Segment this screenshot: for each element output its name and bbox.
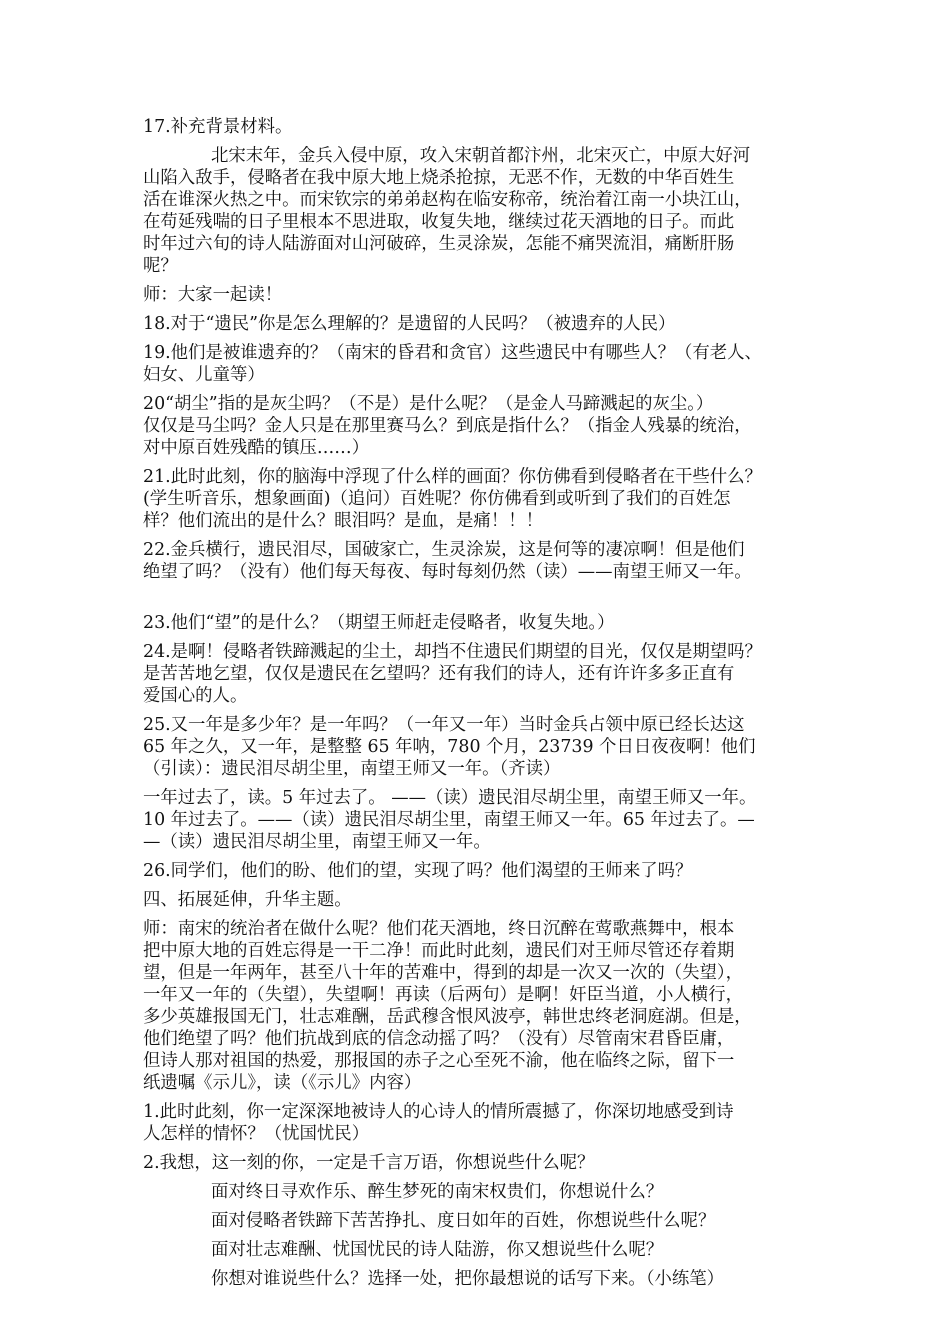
text-line: 师：大家一起读！: [143, 285, 283, 305]
paragraph-p20: [143, 393, 823, 459]
text-line: 望，但是一年两年，甚至八十年的苦难中，得到的却是一次又一次的（失望），: [143, 963, 743, 983]
document-page: [143, 116, 823, 1297]
text-line: 18.对于“遗民”你是怎么理解的？是遗留的人民吗？（被遗弃的人民）: [143, 314, 676, 334]
text-line: 10 年过去了。——（读）遗民泪尽胡尘里，南望王师又一年。65 年过去了。—: [143, 810, 755, 830]
text-line: 2.我想，这一刻的你，一定是千言万语，你想说些什么呢？: [143, 1153, 595, 1173]
paragraph-p25b: [143, 787, 823, 853]
text-line: 把中原大地的百姓忘得是一干二净！而此时此刻，遗民们对王师尽管还存着期: [143, 941, 735, 961]
text-line: 一年又一年的（失望），失望啊！再读（后两句）是啊！奸臣当道，小人横行，: [143, 985, 743, 1005]
text-line: 多少英雄报国无门，壮志难酬，岳武穆含恨风波亭，韩世忠终老洞庭湖。但是，: [143, 1007, 752, 1027]
paragraph-q1: [143, 1101, 823, 1145]
paragraph-t1: [143, 284, 823, 306]
text-line: 呢？: [143, 256, 178, 276]
text-line: 但诗人那对祖国的热爱，那报国的赤子之心至死不渝，他在临终之际，留下一: [143, 1051, 735, 1071]
text-line: （引读）：遗民泪尽胡尘里，南望王师又一年。（齐读）: [143, 759, 561, 779]
text-line: 北宋末年，金兵入侵中原，攻入宋朝首都汴州，北宋灭亡，中原大好河: [211, 146, 751, 166]
text-line: 19.他们是被谁遗弃的？（南宋的昏君和贪官）这些遗民中有哪些人？（有老人、: [143, 343, 762, 363]
text-line: 一年过去了，读。5 年过去了。 ——（读）遗民泪尽胡尘里，南望王师又一年。: [143, 788, 757, 808]
text-line: 绝望了吗？（没有）他们每天每夜、每时每刻仍然（读）——南望王师又一年。: [143, 562, 752, 582]
text-line: 纸遗嘱《示儿》，读（《示儿》内容）: [143, 1073, 422, 1093]
paragraph-q2b: [143, 1210, 823, 1232]
text-line: 面对侵略者铁蹄下苦苦挣扎、度日如年的百姓，你想说些什么呢？: [211, 1211, 716, 1231]
text-line: 25.又一年是多少年？是一年吗？（一年又一年）当时金兵占领中原已经长达这: [143, 715, 745, 735]
text-line: 在苟延残喘的日子里根本不思进取，收复失地，继续过花天酒地的日子。而此: [143, 212, 735, 232]
paragraph-q2: [143, 1152, 823, 1174]
paragraph-t2: [143, 918, 823, 1094]
text-line: 21.此时此刻，你的脑海中浮现了什么样的画面？你仿佛看到侵略者在干些什么？: [143, 467, 762, 487]
text-line: (学生听音乐，想象画面)（追问）百姓呢？你仿佛看到或听到了我们的百姓怎: [143, 489, 731, 509]
paragraph-p18: [143, 313, 823, 335]
paragraph-p21: [143, 466, 823, 532]
text-line: 对中原百姓残酷的镇压……）: [143, 438, 370, 458]
text-line: 他们绝望了吗？他们抗战到底的信念动摇了吗？（没有）尽管南宋君昏臣庸，: [143, 1029, 735, 1049]
text-line: 23.他们“望”的是什么？（期望王师赶走侵略者，收复失地。）: [143, 613, 615, 633]
paragraph-s4: [143, 889, 823, 911]
paragraph-q2c: [143, 1239, 823, 1261]
text-line: 26.同学们，他们的盼、他们的望，实现了吗？他们渴望的王师来了吗？: [143, 861, 693, 881]
text-line: 妇女、儿童等）: [143, 365, 265, 385]
paragraph-p22: [143, 539, 823, 583]
text-line: 山陷入敌手，侵略者在我中原大地上烧杀抢掠，无恶不作，无数的中华百姓生: [143, 168, 735, 188]
paragraph-p17: [143, 116, 823, 138]
text-line: 17.补充背景材料。: [143, 117, 293, 137]
text-line: 65 年之久，又一年，是整整 65 年呐，780 个月，23739 个日日夜夜啊！他们: [143, 737, 756, 757]
paragraph-gap: [143, 590, 823, 612]
text-line: 活在谁深火热之中。而宋钦宗的弟弟赵构在临安称帝，统治着江南一小块江山，: [143, 190, 752, 210]
paragraph-p23: [143, 612, 823, 634]
paragraph-p19: [143, 342, 823, 386]
text-line: 面对壮志难酬、忧国忧民的诗人陆游，你又想说些什么呢？: [211, 1240, 664, 1260]
paragraph-q2d: [143, 1268, 823, 1290]
text-line: 四、拓展延伸，升华主题。: [143, 890, 352, 910]
text-line: 24.是啊！侵略者铁蹄溅起的尘土，却挡不住遗民们期望的目光，仅仅是期望吗？: [143, 642, 762, 662]
text-line: 样？他们流出的是什么？眼泪吗？是血，是痛！！！: [143, 511, 543, 531]
text-line: 22.金兵横行，遗民泪尽，国破家亡，生灵涂炭，这是何等的凄凉啊！但是他们: [143, 540, 745, 560]
paragraph-p24: [143, 641, 823, 707]
text-line: 爱国心的人。: [143, 686, 248, 706]
text-line: 1.此时此刻，你一定深深地被诗人的心诗人的情所震撼了，你深切地感受到诗: [143, 1102, 734, 1122]
paragraph-bg: [143, 145, 823, 277]
text-line: 面对终日寻欢作乐、醉生梦死的南宋权贵们，你想说什么？: [211, 1182, 664, 1202]
text-line: 仅仅是马尘吗？金人只是在那里赛马么？到底是指什么？（指金人残暴的统治，: [143, 416, 752, 436]
text-line: 是苦苦地乞望，仅仅是遗民在乞望吗？还有我们的诗人，还有许许多多正直有: [143, 664, 735, 684]
text-line: 20“胡尘”指的是灰尘吗？（不是）是什么呢？（是金人马蹄溅起的灰尘。）: [143, 394, 714, 414]
paragraph-p26: [143, 860, 823, 882]
text-line: —（读）遗民泪尽胡尘里，南望王师又一年。: [143, 832, 491, 852]
text-line: 时年过六旬的诗人陆游面对山河破碎，生灵涂炭，怎能不痛哭流泪，痛断肝肠: [143, 234, 735, 254]
paragraph-p25: [143, 714, 823, 780]
text-line: 你想对谁说些什么？选择一处，把你最想说的话写下来。（小练笔）: [211, 1269, 725, 1289]
paragraph-q2a: [143, 1181, 823, 1203]
text-line: 人怎样的情怀？（忧国忧民）: [143, 1124, 370, 1144]
text-line: 师：南宋的统治者在做什么呢？他们花天酒地，终日沉醉在莺歌燕舞中，根本: [143, 919, 735, 939]
